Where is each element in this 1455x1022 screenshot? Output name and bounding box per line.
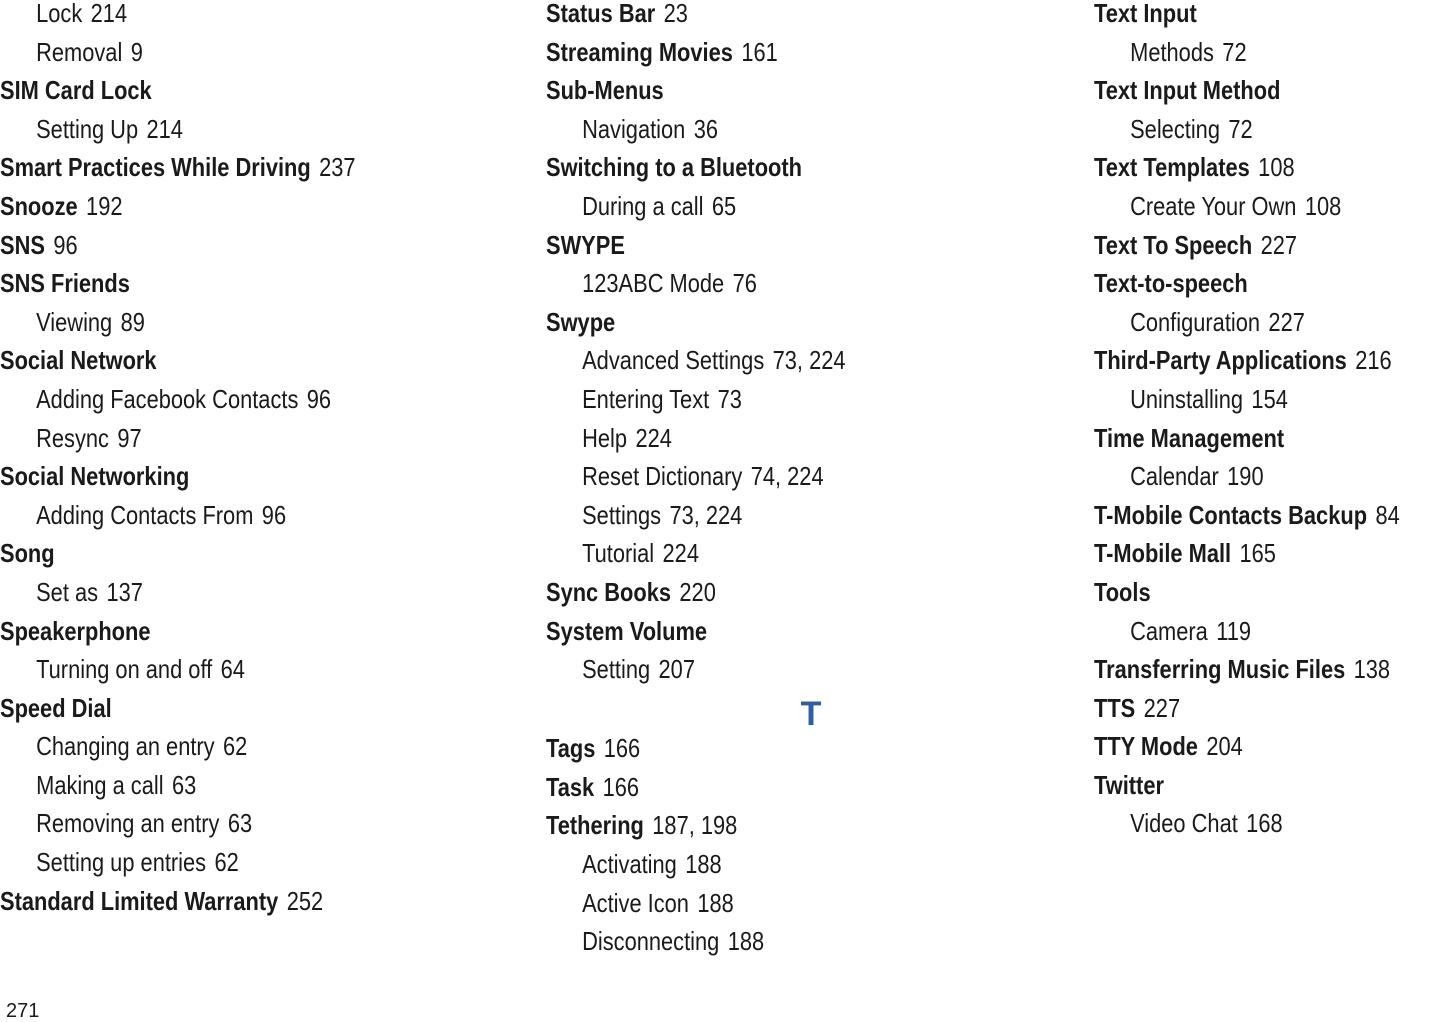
index-page-refs: 227 bbox=[1268, 306, 1305, 337]
page-number: 271 bbox=[6, 1000, 40, 1022]
index-entry bbox=[1094, 77, 1397, 116]
index-page-refs: 73, 224 bbox=[772, 345, 846, 376]
index-entry bbox=[1094, 347, 1397, 386]
index-page-refs: 64 bbox=[220, 654, 245, 685]
index-subentry bbox=[0, 576, 445, 618]
index-entry bbox=[0, 540, 445, 579]
index-entry bbox=[1094, 576, 1397, 618]
index-term: Entering Text bbox=[582, 383, 710, 414]
index-subentry bbox=[546, 928, 991, 967]
index-term: Text-to-speech bbox=[1094, 268, 1248, 299]
index-term: Text To Speech bbox=[1094, 229, 1253, 260]
index-term: Disconnecting bbox=[582, 926, 720, 957]
index-term: Adding Contacts From bbox=[36, 499, 254, 530]
index-subentry bbox=[0, 733, 445, 772]
index-term: T-Mobile Mall bbox=[1094, 538, 1232, 569]
index-term: Text Input bbox=[1094, 0, 1197, 28]
index-term: Social Networking bbox=[0, 461, 190, 492]
index-term: Status Bar bbox=[546, 0, 656, 28]
index-term: Sub-Menus bbox=[546, 75, 664, 106]
index-subentry bbox=[546, 499, 991, 541]
index-term: Transferring Music Files bbox=[1094, 654, 1346, 685]
index-term: System Volume bbox=[546, 615, 708, 646]
index-page-refs: 96 bbox=[306, 383, 332, 414]
index-term: Advanced Settings bbox=[582, 345, 765, 376]
index-page-refs: 108 bbox=[1258, 152, 1295, 183]
index-page-refs: 73 bbox=[717, 383, 742, 414]
index-entry bbox=[546, 812, 991, 851]
index-subentry bbox=[0, 383, 445, 425]
index-page-refs: 207 bbox=[658, 654, 695, 685]
index-column-3 bbox=[1094, 0, 1455, 849]
index-term: Swype bbox=[546, 306, 616, 337]
index-term: Navigation bbox=[582, 113, 686, 144]
index-term: SNS bbox=[0, 229, 45, 260]
index-term: Removing an entry bbox=[36, 808, 220, 839]
index-subentry bbox=[1094, 615, 1397, 657]
index-page-refs: 214 bbox=[146, 113, 183, 144]
index-page-refs: 204 bbox=[1206, 731, 1243, 762]
index-subentry bbox=[1094, 810, 1397, 849]
index-entry bbox=[0, 615, 445, 657]
index-term: SNS Friends bbox=[0, 268, 130, 299]
index-subentry bbox=[0, 0, 445, 39]
index-subentry bbox=[0, 656, 445, 695]
index-subentry bbox=[0, 113, 445, 155]
index-term: SWYPE bbox=[546, 229, 625, 260]
index-entry bbox=[1094, 769, 1397, 811]
index-entry bbox=[546, 77, 991, 116]
index-page-refs: 166 bbox=[602, 771, 640, 802]
index-page-refs: 137 bbox=[106, 576, 143, 607]
index-term: Viewing bbox=[36, 306, 113, 337]
index-entry bbox=[546, 306, 991, 348]
index-page-refs: 237 bbox=[319, 152, 356, 183]
index-page-refs: 65 bbox=[711, 190, 737, 221]
index-page-refs: 188 bbox=[697, 887, 734, 918]
index-term: Create Your Own bbox=[1130, 190, 1297, 221]
index-page-refs: 220 bbox=[679, 576, 716, 607]
index-subentry bbox=[0, 769, 445, 811]
section-letter-heading: T bbox=[800, 694, 822, 733]
index-page-refs: 84 bbox=[1375, 499, 1400, 530]
index-page-refs: 214 bbox=[90, 0, 128, 28]
index-term: TTY Mode bbox=[1094, 731, 1198, 762]
index-term: Setting bbox=[582, 654, 651, 685]
index-entry bbox=[0, 154, 445, 193]
index-term: Task bbox=[546, 771, 595, 802]
index-entry bbox=[0, 77, 445, 116]
index-term: Twitter bbox=[1094, 769, 1164, 800]
index-subentry bbox=[1094, 113, 1397, 155]
index-term: During a call bbox=[582, 190, 704, 221]
index-entry bbox=[1094, 154, 1397, 193]
index-page-refs: 89 bbox=[120, 306, 145, 337]
index-term: Social Network bbox=[0, 345, 157, 376]
index-column-2 bbox=[546, 0, 1076, 967]
index-term: Speed Dial bbox=[0, 692, 112, 723]
index-term: Adding Facebook Contacts bbox=[36, 383, 299, 414]
index-entry bbox=[546, 0, 991, 39]
index-subentry bbox=[546, 463, 991, 502]
index-term: Resync bbox=[36, 422, 109, 453]
index-page-refs: 161 bbox=[741, 36, 778, 67]
index-term: Settings bbox=[582, 499, 662, 530]
index-term: Uninstalling bbox=[1130, 383, 1244, 414]
index-page-refs: 119 bbox=[1216, 615, 1252, 646]
index-entry bbox=[546, 576, 991, 618]
index-term: Text Templates bbox=[1094, 152, 1250, 183]
index-subentry bbox=[546, 347, 991, 386]
index-term: Turning on and off bbox=[36, 654, 213, 685]
index-subentry bbox=[546, 851, 991, 890]
index-subentry bbox=[546, 656, 991, 695]
index-subentry bbox=[546, 190, 991, 232]
index-page-refs: 188 bbox=[685, 849, 722, 880]
index-page-refs: 192 bbox=[86, 190, 123, 221]
index-subentry bbox=[1094, 190, 1397, 232]
index-page-refs: 9 bbox=[130, 36, 143, 67]
index-subentry bbox=[0, 849, 445, 888]
index-subentry bbox=[0, 36, 445, 78]
index-column-1 bbox=[0, 0, 530, 926]
index-term: Setting Up bbox=[36, 113, 139, 144]
index-subentry bbox=[1094, 36, 1397, 78]
index-subentry bbox=[546, 113, 991, 155]
index-term: Text Input Method bbox=[1094, 75, 1281, 106]
index-page-refs: 154 bbox=[1251, 383, 1288, 414]
index-page-refs: 166 bbox=[603, 733, 641, 764]
index-page-refs: 62 bbox=[223, 731, 248, 762]
index-term: Calendar bbox=[1130, 461, 1219, 492]
index-page-refs: 76 bbox=[732, 268, 757, 299]
index-page-refs: 224 bbox=[662, 538, 699, 569]
index-page-refs: 23 bbox=[663, 0, 688, 28]
index-subentry bbox=[0, 306, 445, 348]
index-page-refs: 36 bbox=[693, 113, 719, 144]
index-term: Camera bbox=[1130, 615, 1208, 646]
index-page-refs: 62 bbox=[214, 847, 239, 878]
index-entry bbox=[0, 270, 445, 309]
index-subentry bbox=[0, 810, 445, 849]
index-term: Standard Limited Warranty bbox=[0, 885, 279, 916]
index-entry bbox=[1094, 499, 1400, 541]
index-term: Configuration bbox=[1130, 306, 1261, 337]
index-page-refs: 72 bbox=[1228, 113, 1253, 144]
index-page-refs: 63 bbox=[227, 808, 253, 839]
index-page-refs: 188 bbox=[727, 926, 765, 957]
index-term: Third-Party Applications bbox=[1094, 345, 1347, 376]
index-term: Activating bbox=[582, 849, 677, 880]
index-term: Active Icon bbox=[582, 887, 689, 918]
index-page-refs: 216 bbox=[1355, 345, 1392, 376]
index-term: SIM Card Lock bbox=[0, 75, 152, 106]
index-term: Setting up entries bbox=[36, 847, 207, 878]
index-term: Removal bbox=[36, 36, 123, 67]
index-term: 123ABC Mode bbox=[582, 268, 725, 299]
index-term: Tools bbox=[1094, 576, 1151, 607]
index-term: Methods bbox=[1130, 36, 1214, 67]
index-page-refs: 73, 224 bbox=[669, 499, 743, 530]
index-entry bbox=[1094, 656, 1397, 695]
index-subentry bbox=[546, 540, 991, 579]
index-entry bbox=[546, 229, 991, 271]
index-entry bbox=[1094, 733, 1397, 772]
index-term: Lock bbox=[36, 0, 83, 28]
index-term: Tags bbox=[546, 733, 596, 764]
index-page-refs: 168 bbox=[1246, 808, 1283, 839]
index-subentry bbox=[1094, 463, 1397, 502]
index-term: Streaming Movies bbox=[546, 36, 733, 67]
index-subentry bbox=[1094, 383, 1397, 425]
index-page-refs: 224 bbox=[635, 422, 672, 453]
index-entry bbox=[1094, 422, 1397, 464]
index-page-refs: 165 bbox=[1239, 538, 1276, 569]
index-page-refs: 72 bbox=[1222, 36, 1247, 67]
index-entry bbox=[0, 692, 445, 734]
index-entry bbox=[0, 347, 445, 386]
index-term: Changing an entry bbox=[36, 731, 215, 762]
index-page-refs: 108 bbox=[1304, 190, 1342, 221]
index-term: Tethering bbox=[546, 810, 644, 841]
index-term: Tutorial bbox=[582, 538, 655, 569]
index-entry bbox=[0, 463, 445, 502]
index-subentry bbox=[1094, 306, 1397, 348]
index-entry bbox=[546, 735, 991, 774]
index-term: Snooze bbox=[0, 190, 78, 221]
index-entry bbox=[1094, 270, 1397, 309]
index-page-refs: 187, 198 bbox=[652, 810, 738, 841]
index-entry bbox=[546, 615, 991, 657]
index-term: Reset Dictionary bbox=[582, 461, 743, 492]
index-subentry bbox=[546, 887, 991, 929]
index-entry bbox=[1094, 540, 1397, 579]
index-term: Selecting bbox=[1130, 113, 1220, 144]
index-page-refs: 97 bbox=[117, 422, 142, 453]
index-entry bbox=[0, 190, 445, 232]
index-subentry bbox=[546, 383, 991, 425]
index-entry bbox=[0, 229, 445, 271]
index-entry bbox=[0, 885, 445, 927]
index-term: Set as bbox=[36, 576, 99, 607]
index-subentry bbox=[0, 422, 445, 464]
index-page-refs: 74, 224 bbox=[750, 461, 824, 492]
index-subentry bbox=[0, 499, 445, 541]
index-term: Speakerphone bbox=[0, 615, 151, 646]
index-entry bbox=[546, 154, 991, 193]
index-term: Switching to a Bluetooth bbox=[546, 152, 803, 183]
index-term: Making a call bbox=[36, 769, 164, 800]
index-page-refs: 96 bbox=[53, 229, 78, 260]
index-entry bbox=[546, 771, 991, 813]
index-page-refs: 138 bbox=[1353, 654, 1391, 685]
index-term: Smart Practices While Driving bbox=[0, 152, 311, 183]
index-page-refs: 227 bbox=[1143, 692, 1181, 723]
index-subentry bbox=[546, 270, 991, 309]
index-page-refs: 252 bbox=[286, 885, 324, 916]
index-subentry bbox=[546, 422, 991, 464]
index-term: T-Mobile Contacts Backup bbox=[1094, 499, 1368, 530]
index-entry bbox=[1094, 229, 1397, 271]
index-entry bbox=[546, 36, 991, 78]
index-term: Sync Books bbox=[546, 576, 672, 607]
index-term: Song bbox=[0, 538, 55, 569]
index-term: TTS bbox=[1094, 692, 1136, 723]
index-term: Help bbox=[582, 422, 628, 453]
index-page-refs: 190 bbox=[1227, 461, 1264, 492]
index-term: Time Management bbox=[1094, 422, 1285, 453]
index-entry bbox=[1094, 692, 1397, 734]
index-page-refs: 96 bbox=[261, 499, 287, 530]
index-page-refs: 63 bbox=[171, 769, 197, 800]
index-page-refs: 227 bbox=[1260, 229, 1298, 260]
index-term: Video Chat bbox=[1130, 808, 1238, 839]
index-entry bbox=[1094, 0, 1397, 39]
